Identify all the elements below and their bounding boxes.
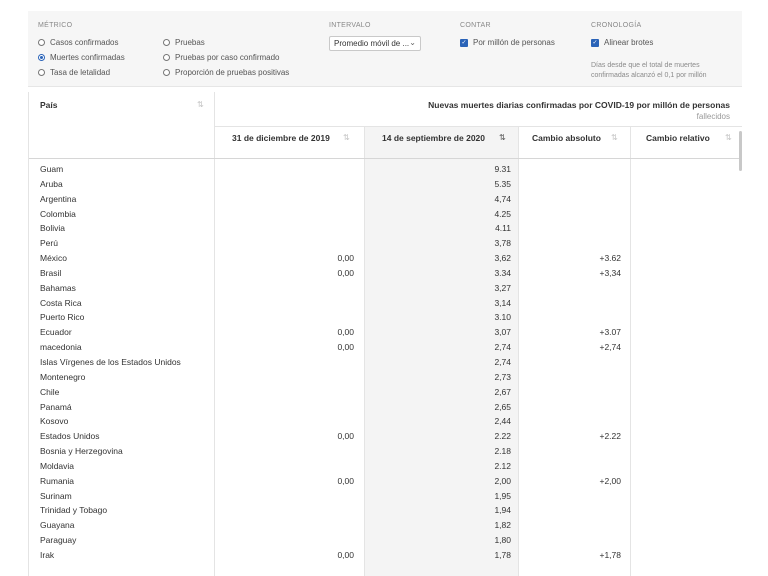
- country-cell: Chile: [40, 386, 60, 397]
- table-row: [29, 162, 742, 177]
- table-row: [29, 518, 742, 533]
- metric-option-confirmed-cases[interactable]: [38, 38, 118, 47]
- absolute-change-cell: +3.07: [599, 327, 621, 338]
- header-bottom-border: [29, 158, 742, 159]
- radio-unselected-icon: [163, 39, 170, 46]
- absolute-change-cell: +3,34: [599, 267, 621, 278]
- country-cell: Moldavia: [40, 460, 75, 471]
- sep-2020-cell: 4,74: [494, 193, 511, 204]
- radio-unselected-icon: [38, 39, 45, 46]
- table-row: [29, 251, 742, 266]
- country-cell: Panamá: [40, 401, 72, 412]
- timeline-title: CRONOLOGÍA: [591, 22, 642, 29]
- sep-2020-cell: 1,94: [494, 505, 511, 516]
- table-row: [29, 414, 742, 429]
- dec-2019-cell: 0,00: [337, 253, 354, 264]
- dec-2019-cell: 0,00: [337, 549, 354, 560]
- checkbox-label: Por millón de personas: [473, 38, 555, 47]
- country-cell: Surinam: [40, 490, 72, 501]
- interval-select[interactable]: [329, 36, 421, 51]
- radio-unselected-icon: [38, 69, 45, 76]
- column-header-dec-2019[interactable]: 31 de diciembre de 2019: [232, 133, 330, 143]
- table-row: [29, 192, 742, 207]
- country-cell: Montenegro: [40, 371, 86, 382]
- table-row: [29, 385, 742, 400]
- country-cell: Bahamas: [40, 282, 76, 293]
- country-cell: Perú: [40, 238, 58, 249]
- sep-2020-cell: 3,78: [494, 238, 511, 249]
- table-row: [29, 325, 742, 340]
- metric-option-confirmed-deaths[interactable]: [38, 53, 125, 62]
- sep-2020-cell: 4.25: [494, 208, 511, 219]
- interval-title: INTERVALO: [329, 22, 371, 29]
- column-header-absolute-change[interactable]: Cambio absoluto: [532, 133, 601, 143]
- sep-2020-cell: 2.12: [494, 460, 511, 471]
- table-row: [29, 474, 742, 489]
- country-cell: Rumania: [40, 475, 75, 486]
- metric-option-tests-per-case[interactable]: [163, 53, 280, 62]
- table-row: [29, 266, 742, 281]
- dec-2019-cell: 0,00: [337, 327, 354, 338]
- sep-2020-cell: 1,82: [494, 520, 511, 531]
- sort-descending-icon[interactable]: ⇅: [499, 133, 506, 142]
- table-row: [29, 310, 742, 325]
- metric-option-positive-rate[interactable]: [163, 68, 289, 77]
- table-row: [29, 400, 742, 415]
- column-header-relative-change[interactable]: Cambio relativo: [646, 133, 710, 143]
- table-row: [29, 548, 742, 563]
- country-cell: México: [40, 253, 67, 264]
- header-divider: [214, 126, 742, 127]
- column-header-sep-2020[interactable]: 14 de septiembre de 2020: [382, 133, 486, 143]
- metric-title: MÉTRICO: [38, 22, 73, 29]
- country-cell: Argentina: [40, 193, 77, 204]
- checkbox-checked-icon: ✓: [592, 38, 598, 46]
- option-label: Pruebas por caso confirmado: [175, 53, 280, 62]
- absolute-change-cell: +2,00: [599, 475, 621, 486]
- sep-2020-cell: 3,27: [494, 282, 511, 293]
- option-label: Tasa de letalidad: [50, 68, 111, 77]
- sep-2020-cell: 1,80: [494, 535, 511, 546]
- checkbox-checked-icon: ✓: [461, 38, 467, 46]
- table-row: [29, 533, 742, 548]
- sep-2020-cell: 2,00: [494, 475, 511, 486]
- dec-2019-cell: 0,00: [337, 475, 354, 486]
- align-outbreaks-checkbox[interactable]: [591, 38, 653, 47]
- sep-2020-cell: 4.11: [495, 223, 511, 234]
- data-table: [28, 92, 742, 576]
- country-cell: Bolivia: [40, 223, 66, 234]
- table-row: [29, 444, 742, 459]
- align-outbreaks-note: Días desde que el total de muertes confirmadas alcanzó el 0,1 por millón: [591, 62, 707, 79]
- sep-2020-cell: 2,73: [494, 371, 511, 382]
- sep-2020-cell: 1,95: [494, 490, 511, 501]
- table-row: [29, 236, 742, 251]
- country-cell: Bosnia y Herzegovina: [40, 446, 123, 457]
- table-row: [29, 340, 742, 355]
- country-cell: Trinidad y Tobago: [40, 505, 108, 516]
- option-label: Pruebas: [175, 38, 205, 47]
- country-cell: Brasil: [40, 267, 62, 278]
- table-row: [29, 459, 742, 474]
- sep-2020-cell: 3,62: [494, 253, 511, 264]
- count-title: CONTAR: [460, 22, 491, 29]
- metric-group-header: Nuevas muertes diarias confirmadas por COVID-19 por millón de personas: [428, 100, 730, 110]
- option-label: Proporción de pruebas positivas: [175, 68, 290, 77]
- absolute-change-cell: +2,74: [599, 342, 621, 353]
- table-row: [29, 221, 742, 236]
- interval-value: Promedio móvil de ...: [334, 39, 410, 48]
- country-cell: Guayana: [40, 520, 75, 531]
- table-row: [29, 370, 742, 385]
- sort-icon[interactable]: ⇅: [197, 100, 204, 109]
- sep-2020-cell: 3,07: [494, 327, 511, 338]
- table-row: [29, 503, 742, 518]
- country-cell: Paraguay: [40, 535, 77, 546]
- sort-icon[interactable]: ⇅: [725, 133, 732, 142]
- checkbox-label: Alinear brotes: [604, 38, 654, 47]
- dec-2019-cell: 0,00: [337, 267, 354, 278]
- sep-2020-cell: 2,44: [494, 416, 511, 427]
- country-cell: Irak: [40, 549, 55, 560]
- table-row: [29, 355, 742, 370]
- table-row: [29, 177, 742, 192]
- chart-controls-panel: [28, 11, 742, 87]
- country-cell: macedonia: [40, 342, 82, 353]
- option-label: Casos confirmados: [50, 38, 119, 47]
- option-label: Muertes confirmadas: [50, 53, 125, 62]
- sort-icon[interactable]: ⇅: [343, 133, 350, 142]
- sep-2020-cell: 2,74: [494, 356, 511, 367]
- country-cell: Estados Unidos: [40, 431, 100, 442]
- metric-option-fatality-rate[interactable]: [38, 68, 110, 77]
- country-cell: Kosovo: [40, 416, 69, 427]
- radio-unselected-icon: [163, 69, 170, 76]
- country-column-header[interactable]: País: [40, 100, 58, 110]
- country-cell: Costa Rica: [40, 297, 82, 308]
- sep-2020-cell: 3.34: [494, 267, 511, 278]
- country-cell: Puerto Rico: [40, 312, 85, 323]
- radio-unselected-icon: [163, 54, 170, 61]
- absolute-change-cell: +2.22: [599, 431, 621, 442]
- sep-2020-cell: 3,14: [494, 297, 511, 308]
- per-million-checkbox[interactable]: [460, 38, 555, 47]
- table-row: [29, 296, 742, 311]
- sep-2020-cell: 2.18: [494, 446, 511, 457]
- chevron-down-icon: ⌄: [409, 38, 416, 47]
- absolute-change-cell: +3.62: [599, 253, 621, 264]
- sep-2020-cell: 2,67: [494, 386, 511, 397]
- dec-2019-cell: 0,00: [337, 342, 354, 353]
- sep-2020-cell: 2,65: [494, 401, 511, 412]
- sep-2020-cell: 5.35: [494, 178, 511, 189]
- radio-selected-icon: [38, 54, 45, 61]
- table-body: [29, 162, 742, 563]
- sep-2020-cell: 2,74: [494, 342, 511, 353]
- sep-2020-cell: 9.31: [494, 164, 511, 174]
- metric-group-subheader: fallecidos: [696, 112, 730, 121]
- table-row: [29, 207, 742, 222]
- country-cell: Ecuador: [40, 327, 72, 338]
- sep-2020-cell: 2.22: [494, 431, 511, 442]
- country-cell: Colombia: [40, 208, 76, 219]
- sep-2020-cell: 3.10: [494, 312, 511, 323]
- table-row: [29, 281, 742, 296]
- table-row: [29, 429, 742, 444]
- absolute-change-cell: +1,78: [599, 549, 621, 560]
- country-cell: Guam: [40, 164, 64, 174]
- sort-icon[interactable]: ⇅: [611, 133, 618, 142]
- table-row: [29, 489, 742, 504]
- country-cell: Aruba: [40, 178, 63, 189]
- metric-option-tests[interactable]: [163, 38, 205, 47]
- country-cell: Islas Vírgenes de los Estados Unidos: [40, 356, 181, 367]
- dec-2019-cell: 0,00: [337, 431, 354, 442]
- sep-2020-cell: 1,78: [494, 549, 511, 560]
- table-scrollbar[interactable]: [739, 131, 742, 171]
